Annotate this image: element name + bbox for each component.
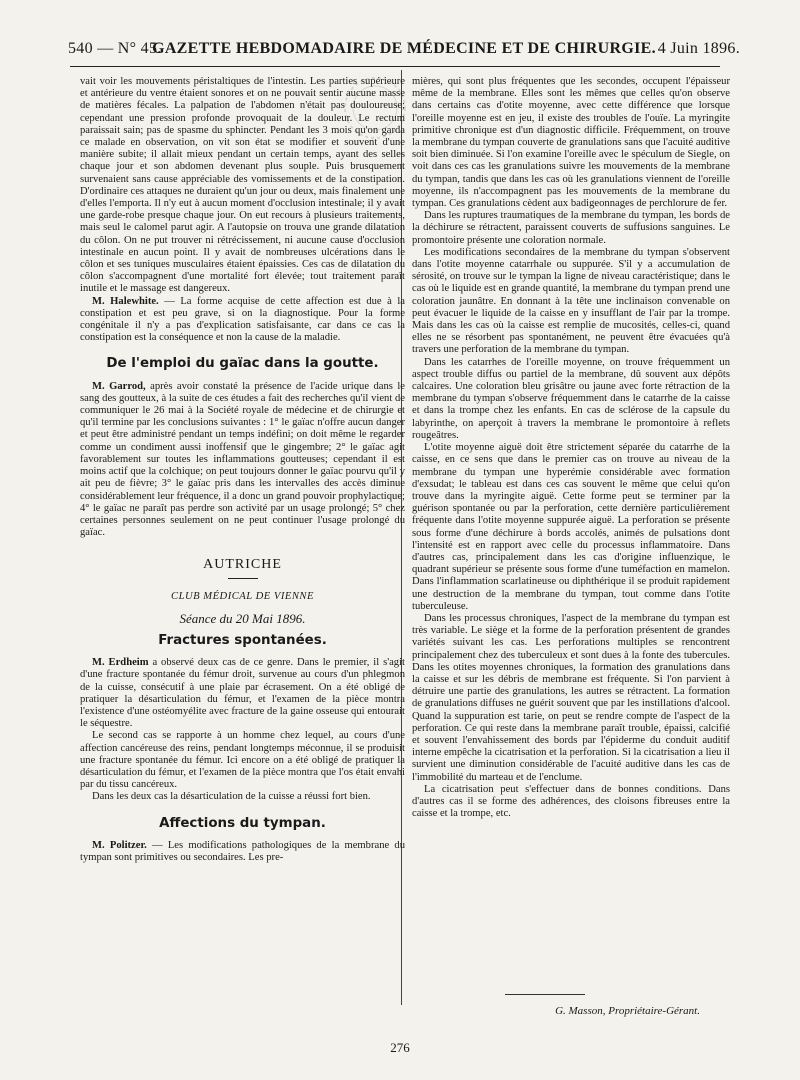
paragraph: Le second cas se rapporte à un homme chez lequel, au cours d'une affection cancéreuse des reins, pendant longtemps méconnue, il se produisit une fracture spontanée du fémur. Ici encore on a été obligé de pratiquer la désarticulation du fémur, et l'examen de la pièce montra que l'os était envahi par du tissu cancéreux.: [80, 730, 405, 791]
paragraph: vait voir les mouvements péristaltiques de l'intestin. Les parties supérieure et antérieure du ventre étaient sonores et on ne pouvait sentir aucune masse de matières fécales. La palpation de l'abdomen n'était pas douloureuse; cependant une pression profonde provoquait de la douleur. Le rectum paraissait sain; pas de spasme du sphincter. Pendant les 3 mois qu'on garda ce malade en observation, on vit son état se modifier et souvent d'une manière subite; il allait mieux pendant un certain temps, ayant des selles chaque jour et son abdomen devenant plus souple. Puis brusquement survenaient sans cause appréciable des vomissements et de la constipation. D'ordinaire ces attaques ne duraient qu'un jour ou deux, mais finalement une d'elles l'emporta. Il n'y eut à aucun moment d'occlusion intestinale; il y avait une garde-robe presque chaque jour. On eut recours à plusieurs traitements, mais seul le calomel parut agir. A l'autopsie on trouva une grande dilatation du côlon. On ne put trouver ni rétrécissement, ni aucune cause d'occlusion intestinale en aucun point. Il y avait de nombreuses ulcérations dans le côlon et ses tuniques musculaires étaient épaissies. Ces cas de dilatation du côlon s'accompagnent d'une mortalité fort élevée; tout traitement paraît inutile et le massage est dangereux.: [80, 76, 405, 295]
paragraph-text: a observé deux cas de ce genre. Dans le premier, il s'agit d'une fracture spontanée du fémur droit, survenue au cours d'un phlegmon de la cuisse, consécutif à une plaie par écrasement. On a été obligé de pratiquer la désarticulation du fémur, et l'examen de la pièce montra l'existence d'une ostéomyélite avec fracture de la gaine osseuse qui entourait le séquestre.: [80, 657, 405, 730]
header-issue: 540 — N° 45.: [68, 40, 162, 57]
paragraph-text: — Les modifications pathologiques de la membrane du tympan sont primitives ou secondaires. Les pre-: [80, 839, 405, 863]
speaker-name: M. Politzer.: [92, 839, 147, 851]
header-date: 4 Juin 1896.: [657, 40, 740, 57]
paragraph-text: après avoir constaté la présence de l'acide urique dans le sang des goutteux, à la suite de ces études a fait des recherches qu'il vient de communiquer le 26 mai à la Société royale de médecine et de chirurgie et qu'il termine par les conclusions suivantes : 1° le gaïac n'offre aucun danger et peut être administré pendant un temps indéfini; on doit même le regarder comme un condiment aussi inoffensif que le gingembre; 2° le gaïac agit favorablement sur toutes les inflammations goutteuses; cependant il est moins actif que la colchique; on peut toujours donner le gaïac pourvu qu'il y ait peu de fièvre; 3° le gaïac pris dans les intervalles des accès diminue considérablement leur fréquence, il a donc un grand pouvoir prophylactique; 4° le gaïac ne paraît pas perdre son activité par un usage prolongé; 5° chez certaines personnes seulement on ne peut continuer l'usage prolongé du gaïac.: [80, 380, 405, 539]
section-heading-tympan: Affections du tympan.: [159, 815, 326, 831]
page-number: 276: [390, 1040, 410, 1055]
paragraph: L'otite moyenne aiguë doit être strictement séparée du catarrhe de la caisse, en ce sens que dans le premier cas on trouve au niveau de la membrane du tympan une hyperémie considérable avec formation d'exsudat; le tableau est dans ces cas souvent le même que celui qu'on trouve dans la myringite aiguë. Cette forme peut se terminer par la guérison spontanée ou par la perforation, cette dernière particulièrement fréquente dans l'otite moyenne suppurée aiguë. La perforation se présente sous forme d'une déchirure à bords accolés, animés de pulsations dont l'intensité est en rapport avec celle du processus inflammatoire. Dans d'autres cas, principalement dans les cas d'origine influenzique, le quadrant supérieur se présente sous forme d'une tuméfaction en mamelon. Dans l'inflammation scarlatineuse ou diphthérique il se produit rapidement une destruction de la membrane du tympan, tout comme dans l'otite tuberculeuse.: [412, 442, 730, 612]
section-heading-gaiac: De l'emploi du gaïac dans la goutte.: [106, 356, 379, 372]
paragraph: Les modifications secondaires de la membrane du tympan s'observent dans l'otite moyenne catarrhale ou suppurée. S'il y a accumulation de sérosité, on trouve sur le tympan la ligne de niveau caractéristique; dans le cas où le liquide est en grande quantité, la membrane du tympan prend une coloration jaunâtre. En donnant à la tête une inclinaison convenable on peut évacuer le liquide de la caisse en y insufflant de l'air par la trompe. Mais dans les cas où la caisse est remplie de mucosités, celles-ci, quand elles ne se résorbent pas spontanément, ne peuvent être évacuées qu'à travers une perforation de la membrane du tympan.: [412, 246, 730, 356]
paragraph: [80, 296, 405, 345]
section-heading-fractures: Fractures spontanées.: [158, 632, 327, 648]
header-title: GAZETTE HEBDOMADAIRE DE MÉDECINE ET DE CHIRURGIE.: [152, 40, 656, 57]
paragraph: [80, 657, 405, 730]
right-column: [412, 76, 730, 820]
speaker-name: M. Erdheim: [92, 657, 149, 669]
paragraph: [80, 381, 405, 540]
divider: [228, 578, 258, 579]
paragraph: Dans les catarrhes de l'oreille moyenne, on trouve fréquemment un aspect trouble diffus ou partiel de la membrane, dû souvent aux dépôts calcaires. Une coloration bleu grisâtre ou jaune avec forte rétraction de la membrane du tympan s'observe fréquemment dans le catarrhe de la caisse et dans la trompe chez les enfants. En cas de sclérose de la capsule du labyrinthe, on aperçoit à travers la membrane le promontoire à reflets rougeâtres.: [412, 356, 730, 441]
paragraph: Dans les deux cas la désarticulation de la cuisse a réussi fort bien.: [92, 791, 371, 803]
paragraph: [80, 840, 405, 864]
paragraph: mières, qui sont plus fréquentes que les secondes, occupent l'épaisseur même de la membrane. Elles sont les mêmes que celles qu'on observe dans certains cas d'otite moyenne, avec cette différence que lorsque l'oreille moyenne est en jeu, il existe des troubles de l'ouïe. La myringite primitive chronique est d'un diagnostic difficile. Fréquemment, on trouve la membrane du tympan couverte de granulations sans que l'acuité auditive soit bien diminuée. Si l'on examine l'oreille avec le spéculum de Siegle, on voit dans ces cas les granulations suivre les mouvements de la membrane du tympan, tandis que dans les cas où les granulations viennent de l'oreille moyenne, ils n'accompagnent pas les mouvements de la membrane du tympan. Ces granulations cèdent aux badigeonnages de perchlorure de fer.: [412, 76, 730, 210]
paragraph: Dans les processus chroniques, l'aspect de la membrane du tympan est très variable. Le siège et la forme de la perforation présentent de grandes variétés suivant les cas. Les perforations multiples se rencontrent principalement chez des tuberculeux et sont dues à la fonte des tubercules. Dans les otites moyennes chroniques, la formation des granulations dans la caisse et sur les débris de membrane est fréquente. Si l'on parvient à détruire une partie des granulations, les autres se rétractent. La formation de granulations diffuses ne guérit souvent que par les instillations d'alcool. Quand la suppuration est tarie, on peut se rendre compte de l'aspect de la perforation. Ce qui reste dans la membrane paraît trouble, épaissi, calcifié et souvent l'envahissement des bords par l'épiderme du conduit auditif interne empêche la cicatrisation et la perforation. Si la cicatrisation a lieu il survient une diminution considérable de l'acuité auditive dans les cas de l'immobilité du marteau et de l'enclume.: [412, 612, 730, 783]
left-column: [80, 76, 405, 864]
society-name: CLUB MÉDICAL DE VIENNE: [171, 590, 314, 602]
country-heading: AUTRICHE: [203, 557, 282, 573]
speaker-name: M. Garrod,: [92, 380, 146, 392]
paragraph: Dans les ruptures traumatiques de la membrane du tympan, les bords de la déchirure se rétractent, paraissent couverts de suffusions sanguines. Le promontoire présente une coloration normale.: [412, 210, 730, 246]
session-date: Séance du 20 Mai 1896.: [179, 610, 306, 626]
signature-rule: [505, 994, 585, 995]
paragraph: La cicatrisation peut s'effectuer dans de bonnes conditions. Dans d'autres cas il se forme des adhérences, des cloisons fibreuses entre la caisse et la trompe, etc.: [412, 783, 730, 820]
speaker-name: M. Halewhite.: [92, 295, 159, 307]
paragraph-text: — La forme acquise de cette affection est due à la constipation et est peu grave, si on la diagnostique. Pour la forme congénitale il n'y a pas d'explication satisfaisante, car dans ce cas la constipation est la conséquence et non la cause de la maladie.: [80, 295, 405, 344]
publisher-signature: G. Masson, Propriétaire-Gérant.: [555, 1005, 700, 1017]
